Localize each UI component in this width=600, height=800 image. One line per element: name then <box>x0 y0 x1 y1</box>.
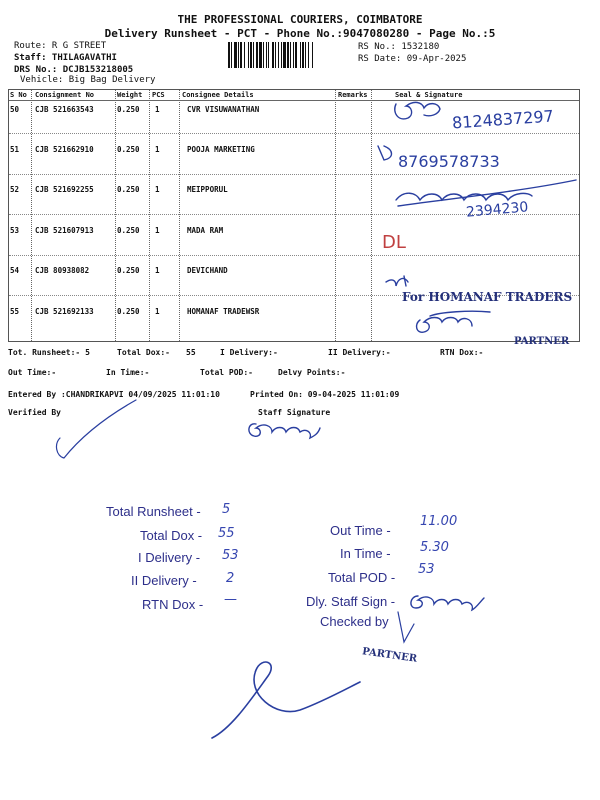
sum-ii-delivery-value: 2 <box>226 571 235 586</box>
tot-runsheet: Tot. Runsheet:- 5 <box>8 348 90 357</box>
ii-delivery-label: II Delivery:- <box>328 348 391 357</box>
sum-i-delivery-value: 53 <box>222 548 239 563</box>
sum-total-pod-label: Total POD - <box>328 570 396 585</box>
sum-rtn-dox-value: — <box>224 592 237 607</box>
sum-out-time-label: Out Time - <box>330 523 391 538</box>
col-header-sno: S No <box>10 91 27 99</box>
sum-total-pod-value: 53 <box>418 562 435 577</box>
row50-phone: 8124837297 <box>451 106 555 133</box>
summary-partner-stamp: PARTNER <box>361 646 418 665</box>
row52-phone: 2394230 <box>465 199 529 221</box>
sum-staff-sign-label: Dly. Staff Sign - <box>306 594 396 609</box>
runsheet-table: S No Consignment No Weight PCS Consignee Details Remarks Seal & Signature 50 CJB 521663543 0.250 1 CVR VISUWANATHAN 51 CJB 521662910 0.250 1 POOJA MARKETING 52 CJB 521692255 0.250 1 MEIPPORUL 53 CJB 521607913 0.250 1 MADA RAM 54 CJB 80938082 0.250 1 DEVICHAND 55 CJB 521692133 0.250 1 HOMANAF TRADEWSR <box>8 89 580 342</box>
homanaf-stamp: For HOMANAF TRADERS <box>402 290 573 304</box>
sum-total-runsheet-value: 5 <box>222 502 231 517</box>
vehicle-label: Vehicle: Big Bag Delivery <box>20 75 156 85</box>
col-header-consignee: Consignee Details <box>182 91 254 99</box>
col-header-pcs: PCS <box>152 91 165 99</box>
out-time-label: Out Time:- <box>8 368 57 377</box>
printed-on: Printed On: 09-04-2025 11:01:09 <box>250 390 400 399</box>
col-header-seal: Seal & Signature <box>395 91 463 99</box>
total-dox-label: Total Dox:- <box>117 348 170 357</box>
sum-out-time-value: 11.00 <box>420 514 458 529</box>
sum-in-time-label: In Time - <box>340 546 391 561</box>
total-dox-value: 55 <box>186 348 196 357</box>
row53-mark: DL <box>382 232 406 253</box>
sum-i-delivery-label: I Delivery - <box>138 550 201 565</box>
sum-total-dox-value: 55 <box>218 526 235 541</box>
total-pod-label: Total POD:- <box>200 368 253 377</box>
verified-by-label: Verified By <box>8 408 61 417</box>
sum-total-runsheet-label: Total Runsheet - <box>106 504 201 519</box>
runsheet-subtitle: Delivery Runsheet - PCT - Phone No.:9047080280 - Page No.:5 <box>104 27 496 40</box>
col-header-consignment: Consignment No <box>35 91 95 99</box>
sum-in-time-value: 5.30 <box>420 540 449 555</box>
rtn-dox-label: RTN Dox:- <box>440 348 484 357</box>
staff-label: Staff: THILAGAVATHI <box>14 53 117 63</box>
rs-no-label: RS No.: 1532180 <box>358 42 440 52</box>
staff-signature-label: Staff Signature <box>258 408 331 417</box>
i-delivery-label: I Delivery:- <box>220 348 278 357</box>
drs-no-label: DRS No.: DCJB153218005 <box>14 65 134 75</box>
in-time-label: In Time:- <box>106 368 150 377</box>
sum-ii-delivery-label: II Delivery - <box>131 573 197 588</box>
rs-date-label: RS Date: 09-Apr-2025 <box>358 54 467 64</box>
col-header-remarks: Remarks <box>338 91 368 99</box>
row51-phone: 8769578733 <box>398 152 500 171</box>
col-header-weight: Weight <box>117 91 143 99</box>
sum-total-dox-label: Total Dox - <box>140 528 203 543</box>
company-title: THE PROFESSIONAL COURIERS, COIMBATORE <box>177 13 423 26</box>
route-label: Route: R G STREET <box>14 41 107 51</box>
entered-by: Entered By :CHANDRIKAPVI 04/09/2025 11:01:10 <box>8 390 220 399</box>
sum-checked-by-label: Checked by <box>320 614 389 629</box>
partner-stamp: PARTNER <box>514 336 570 347</box>
delvy-points-label: Delvy Points:- <box>278 368 346 377</box>
sum-rtn-dox-label: RTN Dox - <box>142 597 204 612</box>
